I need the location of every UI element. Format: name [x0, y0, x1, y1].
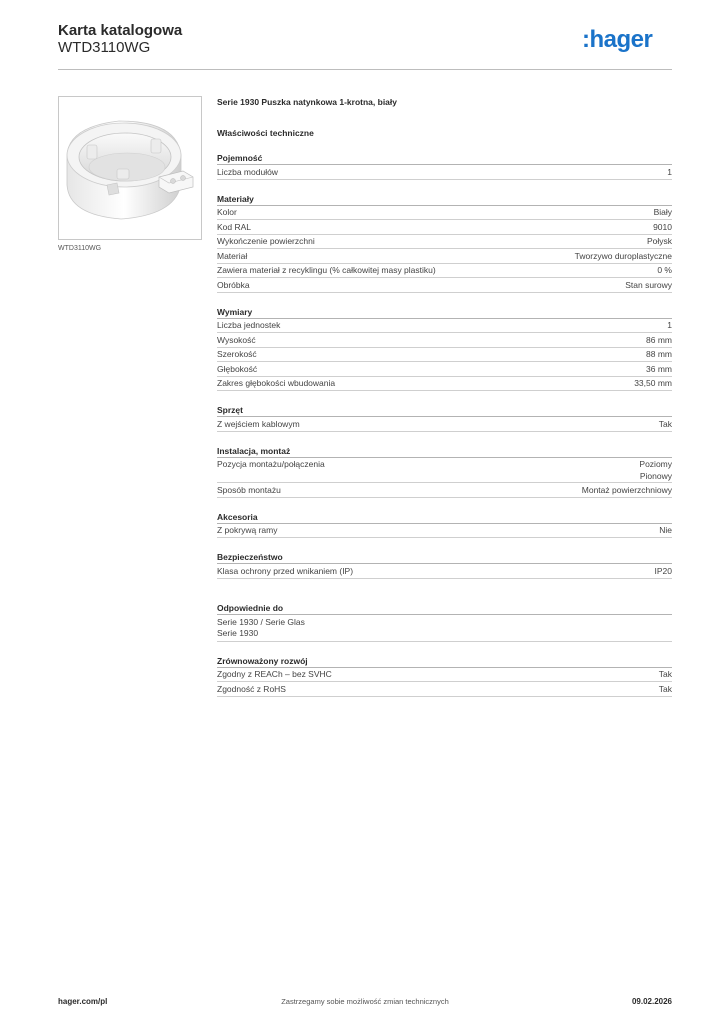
- spec-value: 36 mm: [646, 363, 672, 374]
- specification-content: [217, 95, 672, 697]
- suitable-item: Serie 1930 / Serie Glas: [217, 616, 305, 627]
- spec-row: [217, 362, 672, 377]
- spec-row: [217, 564, 672, 579]
- section-title: Instalacja, montaż: [217, 444, 672, 458]
- section-title: Akcesoria: [217, 510, 672, 524]
- spec-row: [217, 348, 672, 363]
- section-dimensions: [217, 305, 672, 392]
- spec-row: [217, 458, 672, 484]
- section-title: Zrównoważony rozwój: [217, 654, 672, 668]
- spec-label: Pozycja montażu/połączenia: [217, 459, 325, 469]
- spec-value: Tworzywo duroplastyczne: [574, 250, 672, 261]
- spec-row: [217, 235, 672, 250]
- section-title: Odpowiednie do: [217, 601, 672, 615]
- section-sustainability: [217, 654, 672, 697]
- header: [58, 20, 672, 70]
- spec-value: Tak: [658, 669, 672, 679]
- spec-value: 9010: [653, 221, 672, 232]
- spec-row: [217, 220, 672, 235]
- website-link[interactable]: hager.com/pl: [58, 997, 108, 1006]
- technical-properties-heading: Właściwości techniczne: [217, 128, 314, 138]
- spec-label: Klasa ochrony przed wnikaniem (IP): [217, 565, 354, 576]
- spec-row: [217, 249, 672, 264]
- spec-value: Montaż powierzchniowy: [581, 484, 672, 495]
- spec-value: Biały: [653, 207, 672, 217]
- spec-label: Głębokość: [217, 363, 258, 374]
- spec-label: Sposób montażu: [217, 484, 281, 495]
- hager-logo: [582, 24, 672, 54]
- spec-value: 0 %: [657, 265, 672, 275]
- spec-row: [217, 668, 672, 683]
- logo-text: :hager: [582, 26, 653, 53]
- spec-label: Liczba modułów: [217, 166, 278, 177]
- section-title: Wymiary: [217, 305, 672, 319]
- document-title: Karta katalogowa: [58, 22, 183, 39]
- product-image: [58, 96, 202, 240]
- product-code: WTD3110WG: [58, 39, 151, 56]
- spec-label: Wykończenie powierzchni: [217, 236, 315, 246]
- spec-label: Zgodny z REACh – bez SVHC: [217, 669, 332, 679]
- section-title: Materiały: [217, 192, 672, 206]
- disclaimer-text: Zastrzegamy sobie możliwość zmian technicznych: [281, 997, 449, 1006]
- spec-row: [217, 319, 672, 334]
- spec-row: [217, 165, 672, 180]
- spec-label: Obróbka: [217, 279, 250, 290]
- spec-label: Liczba jednostek: [217, 320, 281, 330]
- spec-value: IP20: [654, 565, 672, 576]
- header-divider: [58, 69, 672, 70]
- spec-row: [217, 264, 672, 279]
- suitable-list: [217, 615, 672, 642]
- spec-value: 86 mm: [646, 334, 672, 345]
- spec-value-line: Pionowy: [639, 470, 672, 481]
- spec-label: Z wejściem kablowym: [217, 418, 300, 429]
- spec-label: Zawiera materiał z recyklingu (% całkowitej masy plastiku): [217, 265, 436, 275]
- spec-row: [217, 377, 672, 392]
- spec-label: Zakres głębokości wbudowania: [217, 378, 336, 388]
- spec-row: [217, 524, 672, 539]
- spec-value: 1: [667, 320, 672, 330]
- spec-value: 1: [667, 166, 672, 177]
- spec-value: Połysk: [646, 236, 672, 246]
- section-safety: [217, 550, 672, 579]
- section-title: Sprzęt: [217, 403, 672, 417]
- spec-row: [217, 682, 672, 697]
- section-accessories: [217, 510, 672, 539]
- spec-row: [217, 206, 672, 221]
- spec-label: Zgodność z RoHS: [217, 683, 286, 694]
- product-title: Serie 1930 Puszka natynkowa 1-krotna, biały: [217, 97, 397, 107]
- spec-row: [217, 333, 672, 348]
- spec-row: [217, 417, 672, 432]
- section-title: Bezpieczeństwo: [217, 550, 672, 564]
- spec-label: Kod RAL: [217, 221, 252, 232]
- spec-value: Tak: [658, 683, 672, 694]
- spec-label: Z pokrywą ramy: [217, 525, 278, 535]
- section-capacity: [217, 151, 672, 180]
- spec-value: Nie: [659, 525, 672, 535]
- image-caption: WTD3110WG: [58, 245, 102, 252]
- spec-value: Tak: [658, 418, 672, 429]
- spec-label: Kolor: [217, 207, 237, 217]
- section-equipment: [217, 403, 672, 432]
- spec-label: Szerokość: [217, 349, 257, 359]
- spec-value: 33,50 mm: [634, 378, 672, 388]
- section-materials: [217, 192, 672, 293]
- spec-value: [639, 459, 672, 482]
- section-title: Pojemność: [217, 151, 672, 165]
- spec-value: 88 mm: [646, 349, 672, 359]
- footer: [58, 997, 672, 1011]
- spec-row: [217, 483, 672, 498]
- junction-box-illustration: [59, 97, 201, 239]
- spec-value-line: Poziomy: [639, 459, 672, 469]
- spec-row: [217, 278, 672, 293]
- section-installation: [217, 444, 672, 498]
- section-suitable-for: [217, 601, 672, 642]
- spec-label: Materiał: [217, 250, 248, 261]
- spec-label: Wysokość: [217, 334, 256, 345]
- document-date: 09.02.2026: [631, 997, 672, 1006]
- suitable-item: Serie 1930: [217, 627, 259, 638]
- spec-value: Stan surowy: [625, 279, 672, 290]
